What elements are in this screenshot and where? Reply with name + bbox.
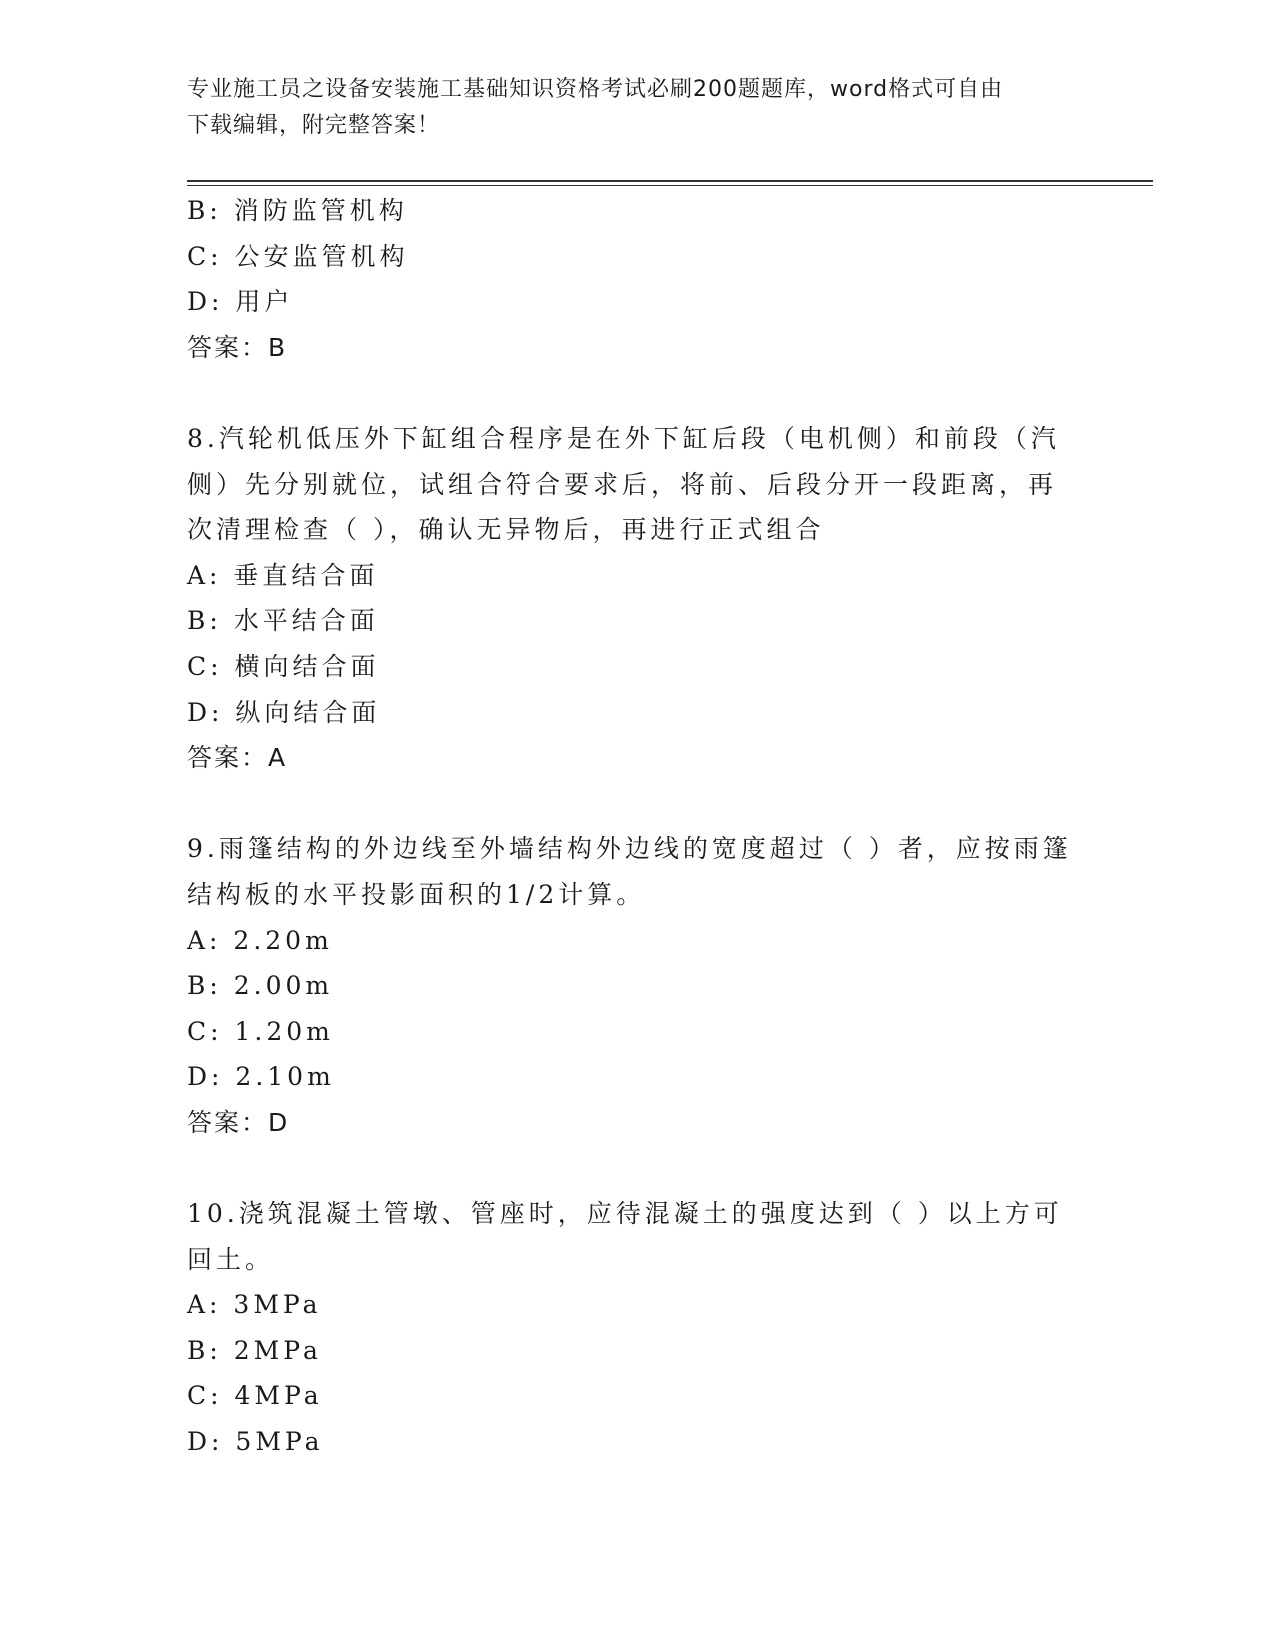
answer-line: 答案：B bbox=[187, 332, 288, 362]
question-line: 次清理检查（ ），确认无异物后，再进行正式组合 bbox=[187, 515, 825, 545]
header-title-line-2: 下载编辑，附完整答案！ bbox=[187, 113, 441, 138]
question-line: 回土。 bbox=[187, 1244, 275, 1274]
option-a: A: 2.20m bbox=[187, 925, 333, 955]
question-line: 10.浇筑混凝土管墩、管座时，应待混凝土的强度达到（ ）以上方可 bbox=[187, 1199, 1063, 1229]
question-text bbox=[187, 1191, 1067, 1282]
spacer bbox=[187, 370, 1087, 416]
question-8 bbox=[187, 416, 1087, 781]
question-10 bbox=[187, 1191, 1087, 1465]
option-c: C: 1.20m bbox=[187, 1016, 334, 1046]
question-9 bbox=[187, 826, 1087, 1145]
spacer bbox=[187, 1145, 1087, 1191]
question-text bbox=[187, 826, 1072, 917]
header-divider-thick bbox=[187, 180, 1153, 182]
question-text bbox=[187, 416, 1067, 553]
option-d: D: 5MPa bbox=[187, 1427, 324, 1457]
option-c: C: 公安监管机构 bbox=[187, 241, 409, 271]
option-d: D: 纵向结合面 bbox=[187, 697, 381, 727]
document-page bbox=[187, 0, 1147, 1650]
question-line: 9.雨篷结构的外边线至外墙结构外边线的宽度超过（ ）者，应按雨篷 bbox=[187, 834, 1072, 864]
option-a: A: 垂直结合面 bbox=[187, 560, 379, 590]
question-line: 结构板的水平投影面积的1/2计算。 bbox=[187, 879, 646, 909]
question-7 bbox=[187, 188, 1087, 370]
document-header bbox=[187, 72, 1067, 144]
option-b: B: 消防监管机构 bbox=[187, 196, 408, 225]
answer-line: 答案：D bbox=[187, 1107, 290, 1137]
option-c: C: 横向结合面 bbox=[187, 651, 380, 681]
question-list bbox=[187, 188, 1087, 1465]
header-title-line-1: 专业施工员之设备安装施工基础知识资格考试必刷200题题库，word格式可自由 bbox=[187, 77, 1004, 102]
answer-line: 答案：A bbox=[187, 743, 288, 773]
option-b: B: 水平结合面 bbox=[187, 606, 379, 636]
option-c: C: 4MPa bbox=[187, 1381, 323, 1411]
option-b: B: 2.00m bbox=[187, 971, 334, 1001]
header-divider-thin bbox=[187, 185, 1153, 186]
spacer bbox=[187, 781, 1087, 827]
question-line: 8.汽轮机低压外下缸组合程序是在外下缸后段（电机侧）和前段（汽 bbox=[187, 423, 1060, 453]
option-a: A: 3MPa bbox=[187, 1290, 322, 1320]
option-b: B: 2MPa bbox=[187, 1335, 322, 1365]
option-d: D: 用户 bbox=[187, 287, 294, 317]
option-d: D: 2.10m bbox=[187, 1062, 335, 1092]
question-line: 侧）先分别就位，试组合符合要求后，将前、后段分开一段距离，再 bbox=[187, 469, 1058, 499]
